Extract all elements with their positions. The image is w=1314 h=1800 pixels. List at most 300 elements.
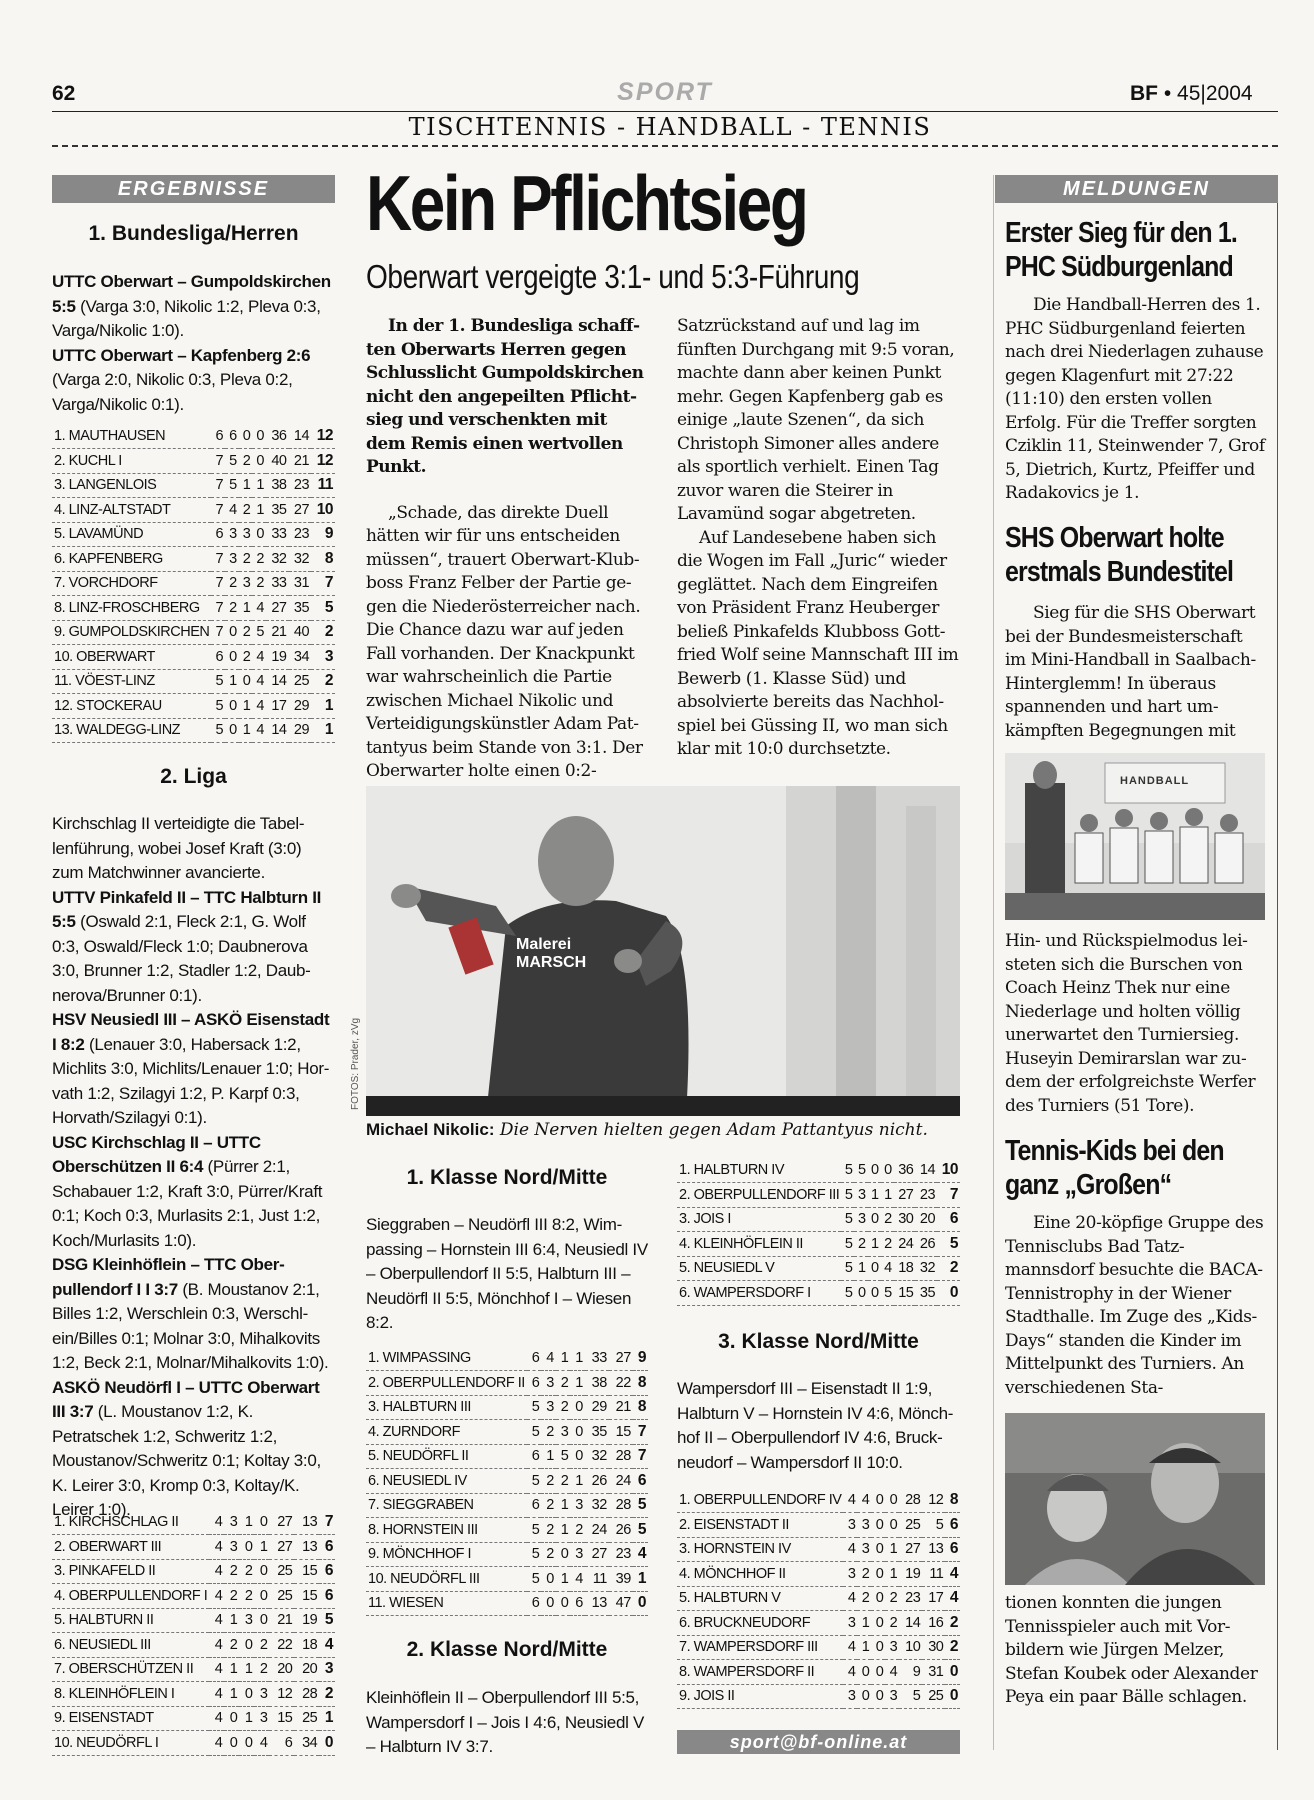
stat-cell: 3 (854, 1207, 867, 1232)
points-cell: 8 (633, 1395, 648, 1420)
stat-cell: 25 (289, 669, 312, 694)
stat-cell: 36 (894, 1158, 916, 1183)
stat-cell: 0 (885, 1513, 899, 1538)
stat-cell: 29 (289, 718, 312, 743)
stat-cell: 1 (556, 1518, 571, 1543)
stat-cell: 32 (266, 547, 289, 572)
stat-cell: 0 (871, 1537, 885, 1562)
stat-cell: 6 (211, 522, 225, 547)
team-name: 11. VÖEST-LINZ (52, 669, 211, 694)
stat-cell: 0 (868, 1207, 881, 1232)
team-name: 2. OBERWART III (52, 1535, 209, 1560)
points-cell: 11 (311, 473, 335, 498)
stat-cell: 30 (922, 1635, 945, 1660)
stat-cell: 5 (899, 1684, 922, 1709)
liga2-title: 2. Liga (160, 765, 227, 788)
points-cell: 8 (945, 1488, 960, 1513)
stat-cell: 1 (239, 1657, 254, 1682)
stat-cell: 0 (871, 1611, 885, 1636)
bl-match2-head: UTTC Oberwart – Kapfenberg 2:6 (52, 345, 311, 365)
table-row (677, 1207, 960, 1232)
photo-caption (366, 1120, 966, 1140)
stat-cell: 2 (254, 1633, 269, 1658)
stat-cell: 6 (527, 1591, 542, 1616)
stat-cell: 2 (556, 1469, 571, 1494)
stat-cell: 1 (570, 1371, 585, 1396)
team-name: 5. LAVAMÜND (52, 522, 211, 547)
table-row (677, 1635, 960, 1660)
stat-cell: 5 (841, 1281, 854, 1306)
stat-cell: 3 (857, 1513, 871, 1538)
stat-cell: 2 (857, 1586, 871, 1611)
stat-cell: 3 (254, 1706, 269, 1731)
stat-cell: 3 (854, 1183, 867, 1208)
issue-dot: • (1163, 82, 1178, 105)
stat-cell: 40 (289, 620, 312, 645)
stat-cell: 11 (922, 1562, 945, 1587)
points-cell: 6 (319, 1559, 335, 1584)
stat-cell: 0 (541, 1567, 556, 1592)
news1-headline: Erster Sieg für den 1. PHC Südburgenland (1005, 217, 1237, 283)
stat-cell: 26 (585, 1469, 609, 1494)
points-cell: 2 (319, 1682, 335, 1707)
stat-cell: 4 (254, 1731, 269, 1756)
stat-cell: 24 (609, 1469, 633, 1494)
stat-cell: 0 (225, 645, 239, 670)
stat-cell: 35 (266, 498, 289, 523)
stat-cell: 28 (294, 1682, 319, 1707)
points-cell: 1 (633, 1567, 648, 1592)
stat-cell: 1 (239, 596, 253, 621)
stat-cell: 4 (252, 694, 266, 719)
header-dash (52, 145, 1278, 147)
section-title: SPORT (617, 78, 713, 106)
points-cell: 4 (945, 1562, 960, 1587)
stat-cell: 18 (294, 1633, 319, 1658)
photo-credit: FOTOS: Prader, zVg (350, 1017, 361, 1110)
points-cell: 6 (937, 1207, 960, 1232)
stat-cell: 3 (224, 1535, 239, 1560)
team-name: 5. NEUDÖRFL II (366, 1444, 527, 1469)
stat-cell: 3 (570, 1542, 585, 1567)
stat-cell: 1 (239, 718, 253, 743)
team-name: 4. LINZ-ALTSTADT (52, 498, 211, 523)
stat-cell: 1 (570, 1346, 585, 1371)
team-name: 3. JOIS I (677, 1207, 841, 1232)
table-row (677, 1537, 960, 1562)
stat-cell: 12 (269, 1682, 294, 1707)
liga2-match-head: HSV Neusiedl III – ASKÖ Eisenstadt I 8:2 (52, 1010, 330, 1054)
table-row (677, 1232, 960, 1257)
stat-cell: 4 (252, 669, 266, 694)
team-name: 9. EISENSTADT (52, 1706, 209, 1731)
news3-headline: Tennis-Kids bei den ganz „Großen“ (1005, 1135, 1224, 1201)
news3-text-a: Eine 20-köpfige Gruppe des Tennisclubs Bad Tatzmannsdorf besuchte die BACA-Tennistrophy in der Wiener Stadthalle. Im Zuge des „Kids-Days“ standen die Kinder im Mittelpunkt des Turniers. An verschiedenen Sta- (1005, 1213, 1264, 1398)
stat-cell: 14 (899, 1611, 922, 1636)
points-cell: 0 (633, 1591, 648, 1616)
stat-cell: 17 (922, 1586, 945, 1611)
liga2-match-head: DSG Kleinhöflein – TTC Oberpullendorf I I 3:7 (52, 1255, 285, 1299)
points-cell: 5 (319, 1608, 335, 1633)
k1nm-table (366, 1346, 648, 1616)
subheadline: Oberwart vergeigte 3:1- und 5:3-Führung (366, 258, 860, 295)
stat-cell: 1 (224, 1682, 239, 1707)
table-row (52, 547, 335, 572)
stat-cell: 10 (899, 1635, 922, 1660)
banner-text: HANDBALL (1120, 775, 1190, 787)
stat-cell: 1 (239, 1706, 254, 1731)
stat-cell: 6 (527, 1444, 542, 1469)
stat-cell: 35 (585, 1420, 609, 1445)
stat-cell: 23 (609, 1542, 633, 1567)
article-col1 (366, 315, 648, 784)
table-row (52, 669, 335, 694)
stat-cell: 0 (252, 424, 266, 449)
stat-cell: 14 (289, 424, 312, 449)
table-row (366, 1371, 648, 1396)
paper-name: BF (1130, 82, 1158, 105)
team-name: 6. NEUSIEDL III (52, 1633, 209, 1658)
points-cell: 0 (937, 1281, 960, 1306)
points-cell: 5 (937, 1232, 960, 1257)
stat-cell: 0 (868, 1256, 881, 1281)
stat-cell: 6 (527, 1493, 542, 1518)
liga2-match-body: (B. Moustanov 2:1, Billes 1:2, Werschlein 0:3, Werschlein/Billes 0:1; Molnar 3:0, Mihalkovits 1:2, Beck 2:1, Molnar/Mihalkovits 1:0). (52, 1279, 329, 1372)
stat-cell: 6 (269, 1731, 294, 1756)
team-name: 2. EISENSTADT II (677, 1513, 843, 1538)
stat-cell: 32 (915, 1256, 937, 1281)
stat-cell: 5 (527, 1542, 542, 1567)
stat-cell: 14 (915, 1158, 937, 1183)
stat-cell: 2 (224, 1559, 239, 1584)
table-row (677, 1611, 960, 1636)
stat-cell: 4 (225, 498, 239, 523)
table-row (366, 1420, 648, 1445)
table-row (677, 1684, 960, 1709)
points-cell: 0 (945, 1660, 960, 1685)
stat-cell: 36 (266, 424, 289, 449)
headline: Kein Pflichtsieg (366, 159, 807, 247)
table-row (677, 1660, 960, 1685)
stat-cell: 23 (899, 1586, 922, 1611)
stat-cell: 2 (239, 620, 253, 645)
stat-cell: 2 (541, 1542, 556, 1567)
points-cell: 7 (937, 1183, 960, 1208)
stat-cell: 38 (266, 473, 289, 498)
stat-cell: 2 (541, 1469, 556, 1494)
stat-cell: 20 (294, 1657, 319, 1682)
stat-cell: 2 (541, 1493, 556, 1518)
stat-cell: 5 (881, 1281, 894, 1306)
team-name: 13. WALDEGG-LINZ (52, 718, 211, 743)
stat-cell: 0 (871, 1488, 885, 1513)
stat-cell: 5 (527, 1420, 542, 1445)
stat-cell: 0 (239, 1731, 254, 1756)
article-lead: In der 1. Bundesliga schafften Oberwarts Herren gegen Schlusslicht Gumpoldskirchen nicht den angepeilten Pflichtsieg und verschenkten mit dem Remis einen wertvollen Punkt. (366, 316, 644, 477)
stat-cell: 7 (211, 596, 225, 621)
stat-cell: 28 (609, 1493, 633, 1518)
stat-cell: 0 (871, 1513, 885, 1538)
stat-cell: 35 (289, 596, 312, 621)
stat-cell: 2 (885, 1586, 899, 1611)
stat-cell: 5 (556, 1444, 571, 1469)
stat-cell: 4 (209, 1706, 224, 1731)
stat-cell: 27 (289, 498, 312, 523)
tennis-kids-photo-svg (1005, 1413, 1265, 1585)
points-cell: 2 (311, 620, 335, 645)
stat-cell: 20 (269, 1657, 294, 1682)
bl-match1-body: (Varga 3:0, Nikolic 1:2, Pleva 0:3, Varga/Nikolic 1:0). (52, 296, 321, 340)
stat-cell: 39 (609, 1567, 633, 1592)
stat-cell: 2 (556, 1395, 571, 1420)
stat-cell: 0 (541, 1591, 556, 1616)
stat-cell: 27 (269, 1510, 294, 1535)
stat-cell: 4 (209, 1731, 224, 1756)
k3nm-title: 3. Klasse Nord/Mitte (718, 1330, 919, 1353)
table-row (52, 449, 335, 474)
stat-cell: 4 (843, 1586, 857, 1611)
stat-cell: 4 (570, 1567, 585, 1592)
table-row (52, 1608, 335, 1633)
stat-cell: 4 (843, 1537, 857, 1562)
stat-cell: 2 (881, 1232, 894, 1257)
stat-cell: 2 (881, 1207, 894, 1232)
table-row (677, 1513, 960, 1538)
stat-cell: 23 (915, 1183, 937, 1208)
stat-cell: 5 (527, 1395, 542, 1420)
table-row (366, 1493, 648, 1518)
stat-cell: 27 (585, 1542, 609, 1567)
stat-cell: 15 (269, 1706, 294, 1731)
stat-cell: 21 (269, 1608, 294, 1633)
news2-text-b: Hin- und Rückspielmodus leisteten sich die Burschen von Coach Heinz Thek nur eine Niederlage und holten völlig unerwartet den Turniersieg. Huseyin Demirarslan war zudem der erfolgreichste Werfer des Turniers (51 Tore). (1005, 931, 1256, 1116)
stat-cell: 3 (556, 1420, 571, 1445)
stat-cell: 2 (224, 1633, 239, 1658)
stat-cell: 4 (209, 1633, 224, 1658)
stat-cell: 0 (254, 1510, 269, 1535)
k3nm-table (677, 1488, 960, 1709)
team-name: 7. SIEGGRABEN (366, 1493, 527, 1518)
team-name: 4. MÖNCHHOF II (677, 1562, 843, 1587)
stat-cell: 1 (556, 1346, 571, 1371)
email-bar[interactable]: sport@bf-online.at (677, 1730, 960, 1754)
liga2-match-head: USC Kirchschlag II – UTTC Oberschützen II 6:4 (52, 1132, 261, 1176)
stat-cell: 4 (541, 1346, 556, 1371)
table-row (677, 1158, 960, 1183)
points-cell: 0 (319, 1731, 335, 1756)
stat-cell: 22 (269, 1633, 294, 1658)
table-row (52, 1584, 335, 1609)
points-cell: 3 (319, 1657, 335, 1682)
stat-cell: 0 (252, 449, 266, 474)
team-name: 9. JOIS II (677, 1684, 843, 1709)
k1nm-title: 1. Klasse Nord/Mitte (406, 1166, 608, 1189)
stat-cell: 0 (871, 1660, 885, 1685)
team-name: 8. KLEINHÖFLEIN I (52, 1682, 209, 1707)
stat-cell: 2 (239, 1584, 254, 1609)
stat-cell: 0 (252, 522, 266, 547)
stat-cell: 32 (585, 1444, 609, 1469)
stat-cell: 2 (239, 1559, 254, 1584)
liga2-table (52, 1510, 335, 1756)
team-name: 2. KUCHL I (52, 449, 211, 474)
points-cell: 2 (945, 1611, 960, 1636)
stat-cell: 4 (881, 1256, 894, 1281)
points-cell: 6 (319, 1584, 335, 1609)
stat-cell: 33 (266, 522, 289, 547)
stat-cell: 0 (239, 669, 253, 694)
stat-cell: 5 (841, 1183, 854, 1208)
liga2-intro: Kirchschlag II verteidigte die Tabellenführung, wobei Josef Kraft (3:0) zum Matchwinner avancierte. (52, 814, 305, 882)
stat-cell: 7 (211, 498, 225, 523)
stat-cell: 1 (854, 1256, 867, 1281)
team-name: 1. HALBTURN IV (677, 1158, 841, 1183)
stat-cell: 2 (252, 547, 266, 572)
bl-match1-head: UTTC Oberwart – Gumpoldskirchen 5:5 (52, 272, 331, 316)
stat-cell: 6 (211, 424, 225, 449)
ergebnisse-bar: ERGEBNISSE (52, 175, 335, 203)
k1nm-results: Sieggraben – Neudörfl III 8:2, Wimpassing – Hornstein III 6:4, Neusiedl IV – Oberpullendorf II 5:5, Halbturn III – Neudörfl II 5:5, Mönchhof I – Wiesen 8:2. (366, 1215, 648, 1332)
points-cell: 8 (311, 547, 335, 572)
stat-cell: 25 (269, 1559, 294, 1584)
stat-cell: 31 (289, 571, 312, 596)
stat-cell: 0 (871, 1586, 885, 1611)
points-cell: 7 (633, 1420, 648, 1445)
stat-cell: 1 (239, 694, 253, 719)
stat-cell: 4 (209, 1510, 224, 1535)
stat-cell: 0 (570, 1395, 585, 1420)
stat-cell: 1 (254, 1535, 269, 1560)
points-cell: 0 (945, 1684, 960, 1709)
stat-cell: 6 (527, 1371, 542, 1396)
stat-cell: 6 (211, 645, 225, 670)
stat-cell: 4 (209, 1584, 224, 1609)
team-name: 3. HALBTURN III (366, 1395, 527, 1420)
stat-cell: 3 (843, 1684, 857, 1709)
table-row (366, 1567, 648, 1592)
table-row (677, 1488, 960, 1513)
stat-cell: 3 (239, 571, 253, 596)
stat-cell: 5 (211, 669, 225, 694)
stat-cell: 2 (541, 1518, 556, 1543)
stat-cell: 17 (266, 694, 289, 719)
stat-cell: 0 (225, 694, 239, 719)
stat-cell: 32 (585, 1493, 609, 1518)
stat-cell: 1 (556, 1493, 571, 1518)
caption-name: Michael Nikolic: (366, 1120, 495, 1139)
stat-cell: 1 (239, 473, 253, 498)
caption-text: Die Nerven hielten gegen Adam Pattantyus nicht. (494, 1120, 928, 1140)
stat-cell: 25 (899, 1513, 922, 1538)
stat-cell: 2 (224, 1584, 239, 1609)
stat-cell: 1 (224, 1657, 239, 1682)
stat-cell: 0 (254, 1608, 269, 1633)
stat-cell: 3 (541, 1395, 556, 1420)
points-cell: 4 (945, 1586, 960, 1611)
stat-cell: 15 (294, 1584, 319, 1609)
stat-cell: 13 (294, 1535, 319, 1560)
stat-cell: 0 (254, 1559, 269, 1584)
k2nm-table (677, 1158, 960, 1306)
team-name: 4. KLEINHÖFLEIN II (677, 1232, 841, 1257)
points-cell: 2 (311, 669, 335, 694)
stat-cell: 18 (894, 1256, 916, 1281)
stat-cell: 21 (289, 449, 312, 474)
table-row (52, 424, 335, 449)
table-row (366, 1542, 648, 1567)
stat-cell: 19 (266, 645, 289, 670)
stat-cell: 4 (885, 1660, 899, 1685)
header-rule (52, 111, 1278, 112)
points-cell: 4 (633, 1542, 648, 1567)
team-name: 6. BRUCKNEUDORF (677, 1611, 843, 1636)
table-row (52, 473, 335, 498)
stat-cell: 28 (609, 1444, 633, 1469)
stat-cell: 0 (857, 1660, 871, 1685)
stat-cell: 9 (899, 1660, 922, 1685)
stat-cell: 7 (211, 547, 225, 572)
stat-cell: 26 (609, 1518, 633, 1543)
shirt-logo-text: Malerei MARSCH (516, 936, 587, 971)
stat-cell: 25 (269, 1584, 294, 1609)
stat-cell: 12 (922, 1488, 945, 1513)
liga2-match-body: (Pürrer 2:1, Schabauer 1:2, Kraft 3:0, Pürrer/Kraft 0:1; Koch 0:3, Murlasits 2:1, Just 1:2, Koch/Murlasits 1:0). (52, 1157, 323, 1250)
points-cell: 6 (945, 1537, 960, 1562)
stat-cell: 0 (570, 1420, 585, 1445)
stat-cell: 4 (252, 596, 266, 621)
points-cell: 2 (937, 1256, 960, 1281)
stat-cell: 0 (570, 1444, 585, 1469)
stat-cell: 0 (224, 1706, 239, 1731)
points-cell: 4 (319, 1633, 335, 1658)
team-name: 3. PINKAFELD II (52, 1559, 209, 1584)
table-row (366, 1469, 648, 1494)
team-name: 8. WAMPERSDORF II (677, 1660, 843, 1685)
stat-cell: 0 (556, 1591, 571, 1616)
points-cell: 10 (311, 498, 335, 523)
table-row (366, 1395, 648, 1420)
stat-cell: 4 (843, 1635, 857, 1660)
stat-cell: 1 (252, 473, 266, 498)
article-col2 (677, 315, 960, 762)
liga2-text (52, 812, 335, 1523)
stat-cell: 13 (294, 1510, 319, 1535)
liga2-matches (52, 888, 329, 1520)
meldungen-bar: MELDUNGEN (995, 175, 1278, 203)
liga2-match-body: (L. Moustanov 1:2, K. Petratschek 1:2, Schweritz 1:2, Moustanov/Schweritz 0:1; Koltay 3:0, K. Leirer 3:0, Kromp 0:3, Koltay/K. Leirer 1:0). (52, 1402, 321, 1519)
stat-cell: 2 (541, 1420, 556, 1445)
stat-cell: 3 (541, 1371, 556, 1396)
team-name: 9. MÖNCHHOF I (366, 1542, 527, 1567)
page-number: 62 (52, 82, 76, 105)
stat-cell: 1 (224, 1608, 239, 1633)
stat-cell: 3 (843, 1513, 857, 1538)
stat-cell: 6 (527, 1346, 542, 1371)
points-cell: 8 (633, 1371, 648, 1396)
points-cell: 3 (311, 645, 335, 670)
points-cell: 6 (319, 1535, 335, 1560)
points-cell: 5 (633, 1518, 648, 1543)
stat-cell: 0 (225, 620, 239, 645)
stat-cell: 5 (841, 1232, 854, 1257)
stat-cell: 34 (294, 1731, 319, 1756)
table-row (52, 498, 335, 523)
stat-cell: 21 (609, 1395, 633, 1420)
stat-cell: 3 (254, 1682, 269, 1707)
points-cell: 7 (633, 1444, 648, 1469)
stat-cell: 29 (289, 694, 312, 719)
stat-cell: 0 (239, 424, 253, 449)
